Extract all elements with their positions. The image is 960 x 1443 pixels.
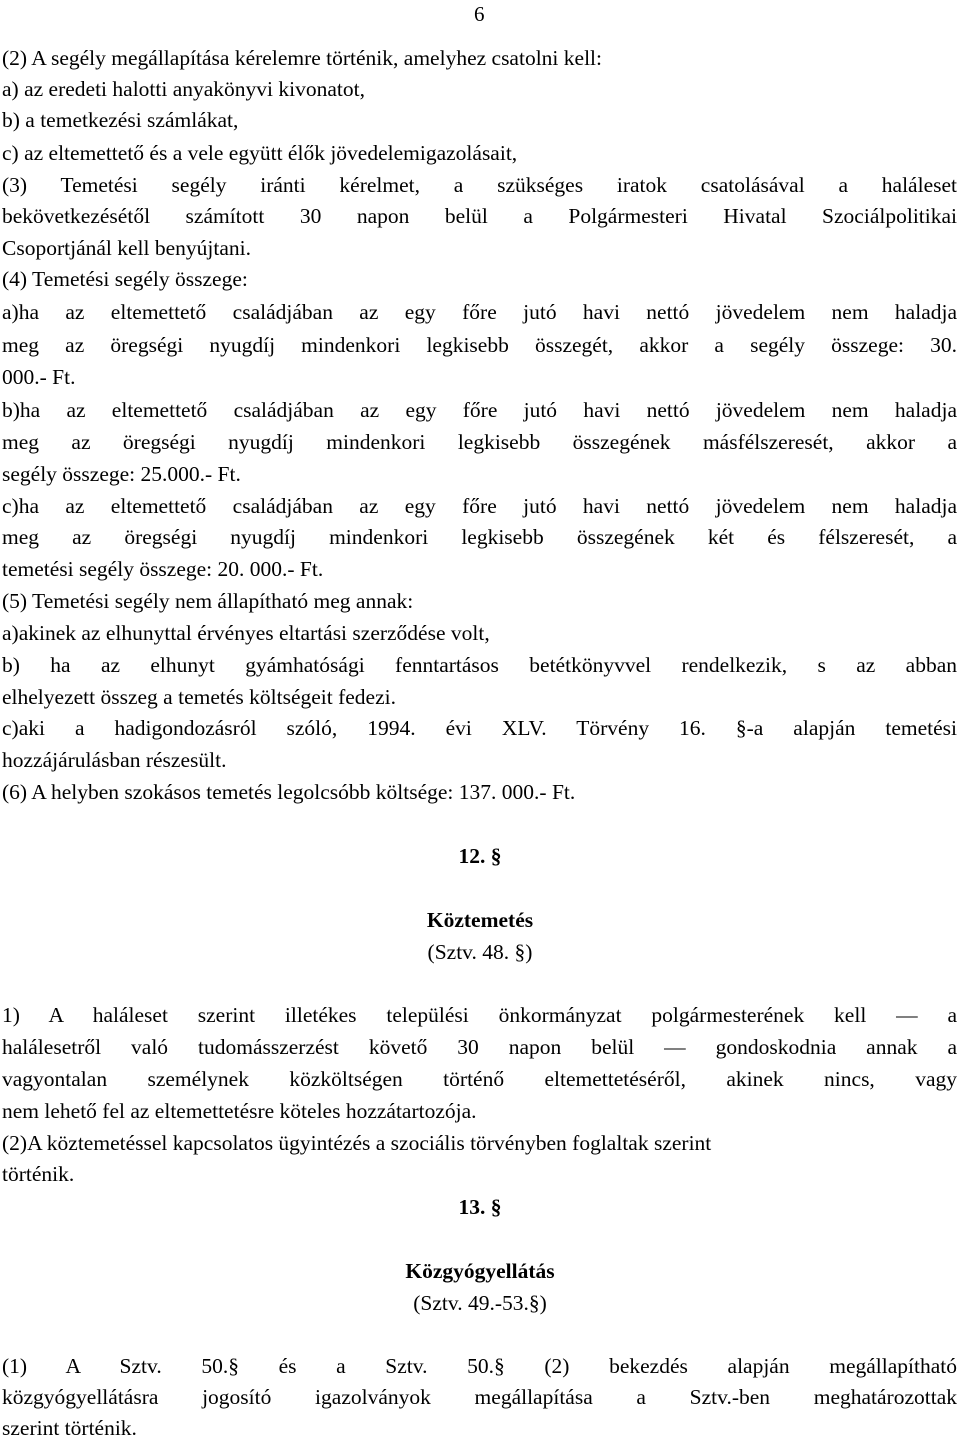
text-line: történik. [2,1162,75,1186]
text-line: segély összege: 25.000.- Ft. [2,462,241,486]
text-line: vagyontalan személynek közköltségen történő eltemettetéséről, akinek nincs, vagy [2,1067,957,1091]
text-line: temetési segély összege: 20. 000.- Ft. [2,557,324,581]
text-line: (3) Temetési segély iránti kérelmet, a szükséges iratok csatolásával a haláleset [2,173,957,197]
text-line: b) ha az elhunyt gyámhatósági fenntartásos betétkönyvvel rendelkezik, s az abban [2,653,957,677]
text-line: c)aki a hadigondozásról szóló, 1994. évi XLV. Törvény 16. §-a alapján temetési [2,716,957,740]
text-line: hozzájárulásban részesült. [2,748,227,772]
section-heading-line: (Sztv. 49.-53.§) [413,1291,547,1315]
section-heading-line: Köztemetés [426,908,534,932]
text-line: (2)A köztemetéssel kapcsolatos ügyintézés a szociális törvényben foglaltak szerint [2,1131,712,1155]
text-line: a) az eredeti halotti anyakönyvi kivonatot, [2,77,365,101]
section-heading-line: (Sztv. 48. §) [427,940,533,964]
text-line: meg az öregségi nyugdíj mindenkori legkisebb összegét, akkor a segély összege: 30. [2,333,957,357]
text-line: (5) Temetési segély nem állapítható meg annak: [2,589,414,613]
text-line: halálesetről való tudomásszerzést követő 30 napon belül — gondoskodnia annak a [2,1035,957,1059]
text-line: meg az öregségi nyugdíj mindenkori legkisebb összegének másfélszeresét, akkor a [2,430,957,454]
text-line: 000.- Ft. [2,365,76,389]
text-line: (2) A segély megállapítása kérelemre történik, amelyhez csatolni kell: [2,46,602,70]
section-heading-line: 12. § [458,844,502,868]
text-line: (6) A helyben szokásos temetés legolcsóbb költsége: 137. 000.- Ft. [2,780,576,804]
text-line: meg az öregségi nyugdíj mindenkori legkisebb összegének két és félszeresét, a [2,525,957,549]
text-line: b)ha az eltemettető családjában az egy főre jutó havi nettó jövedelem nem haladja [2,398,957,422]
text-line: 1) A haláleset szerint illetékes települési önkormányzat polgármesterének kell — a [2,1003,957,1027]
text-line: c)ha az eltemettető családjában az egy főre jutó havi nettó jövedelem nem haladja [2,494,957,518]
text-line: a)ha az eltemettető családjában az egy főre jutó havi nettó jövedelem nem haladja [2,300,957,324]
text-line: nem lehető fel az eltemettetésre köteles hozzátartozója. [2,1099,477,1123]
text-line: c) az eltemettető és a vele együtt élők jövedelemigazolásait, [2,141,518,165]
text-line: bekövetkezésétől számított 30 napon belül a Polgármesteri Hivatal Szociálpolitikai [2,204,957,228]
text-line: b) a temetkezési számlákat, [2,108,239,132]
text-line: (1) A Sztv. 50.§ és a Sztv. 50.§ (2) bekezdés alapján megállapítható [2,1354,957,1378]
text-line: közgyógyellátásra jogosító igazolványok megállapítása a Sztv.-ben meghatározottak [2,1385,957,1409]
text-line: elhelyezett összeg a temetés költségeit fedezi. [2,685,396,709]
text-line: (4) Temetési segély összege: [2,267,248,291]
section-heading-line: 13. § [458,1195,502,1219]
text-line: Csoportjánál kell benyújtani. [2,236,251,260]
text-line: szerint történik. [2,1416,137,1440]
page-number: 6 [474,2,485,26]
text-line: a)akinek az elhunyttal érvényes eltartási szerződése volt, [2,621,490,645]
section-heading-line: Közgyógyellátás [405,1259,555,1283]
